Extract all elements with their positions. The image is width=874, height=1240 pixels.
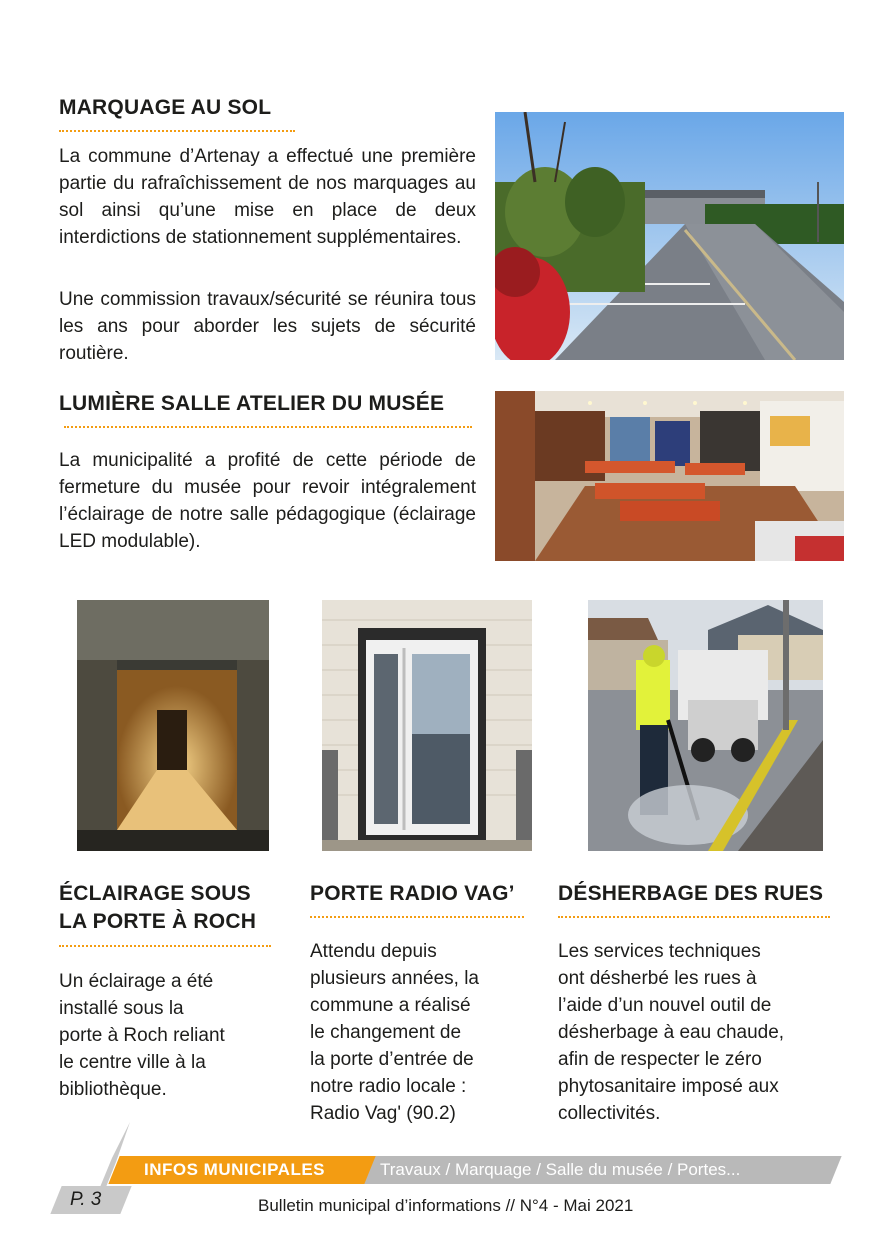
page-number: P. 3 xyxy=(70,1189,102,1210)
desherbage-paragraph xyxy=(558,938,848,1127)
section-title-porte: PORTE RADIO VAG’ xyxy=(310,882,515,905)
road-marking-photo xyxy=(495,112,844,360)
desherbage-line-1: Les services techniques xyxy=(558,941,761,962)
desherbage-line-4: désherbage à eau chaude, xyxy=(558,1022,785,1043)
weeding-photo xyxy=(588,600,823,851)
topics-label: Travaux / Marquage / Salle du musée / Portes... xyxy=(380,1160,741,1179)
porte-paragraph xyxy=(310,938,540,1127)
eclairage-line-1: Un éclairage a été xyxy=(59,971,214,992)
desherbage-line-7: collectivités. xyxy=(558,1103,661,1124)
radio-vag-door-photo xyxy=(322,600,532,851)
museum-workshop-photo xyxy=(495,391,844,561)
eclairage-line-2: installé sous la xyxy=(59,998,184,1019)
eclairage-line-3: porte à Roch reliant xyxy=(59,1025,225,1046)
eclairage-line-5: bibliothèque. xyxy=(59,1079,167,1100)
porte-line-5: la porte d’entrée de xyxy=(310,1049,474,1070)
porte-line-3: commune a réalisé xyxy=(310,995,471,1016)
section-label: INFOS MUNICIPALES xyxy=(144,1160,326,1179)
eclairage-line-4: le centre ville à la xyxy=(59,1052,206,1073)
section-title-desherbage: DÉSHERBAGE DES RUES xyxy=(558,882,824,905)
porte-line-2: plusieurs années, la xyxy=(310,968,479,989)
eclairage-paragraph xyxy=(59,968,289,1103)
desherbage-line-6: phytosanitaire imposé aux xyxy=(558,1076,779,1097)
title-underline xyxy=(59,945,271,947)
porte-line-4: le changement de xyxy=(310,1022,462,1043)
title-underline xyxy=(310,916,524,918)
title-underline xyxy=(59,130,295,132)
porte-a-roch-photo xyxy=(77,600,269,851)
porte-line-6: notre radio locale : xyxy=(310,1076,467,1097)
desherbage-line-5: afin de respecter le zéro xyxy=(558,1049,762,1070)
title-underline xyxy=(558,916,830,918)
marquage-paragraph-1: La commune d’Artenay a effectué une première partie du rafraîchissement de nos marquages au sol ainsi qu’une mise en place de deux interdictions de stationnement supplémentaires. xyxy=(59,146,476,248)
desherbage-line-3: l’aide d’un nouvel outil de xyxy=(558,995,772,1016)
lumiere-paragraph-1: La municipalité a profité de cette période de fermeture du musée pour revoir intégralement l’éclairage de notre salle pédagogique (éclairage LED modulable). xyxy=(59,450,476,552)
title-underline xyxy=(64,426,472,428)
section-title-eclairage-line-2: LA PORTE À ROCH xyxy=(59,910,257,933)
porte-line-1: Attendu depuis xyxy=(310,941,437,962)
section-title-eclairage xyxy=(59,880,289,936)
desherbage-line-2: ont désherbé les rues à xyxy=(558,968,757,989)
porte-line-7: Radio Vag' (90.2) xyxy=(310,1103,456,1124)
section-title-eclairage-line-1: ÉCLAIRAGE SOUS xyxy=(59,882,251,905)
marquage-paragraph-2: Une commission travaux/sécurité se réunira tous les ans pour aborder les sujets de sécurité routière. xyxy=(59,289,476,364)
section-title-lumiere: LUMIÈRE SALLE ATELIER DU MUSÉE xyxy=(59,392,445,415)
bulletin-info: Bulletin municipal d’informations // N°4 - Mai 2021 xyxy=(258,1196,634,1215)
section-title-marquage: MARQUAGE AU SOL xyxy=(59,96,272,119)
